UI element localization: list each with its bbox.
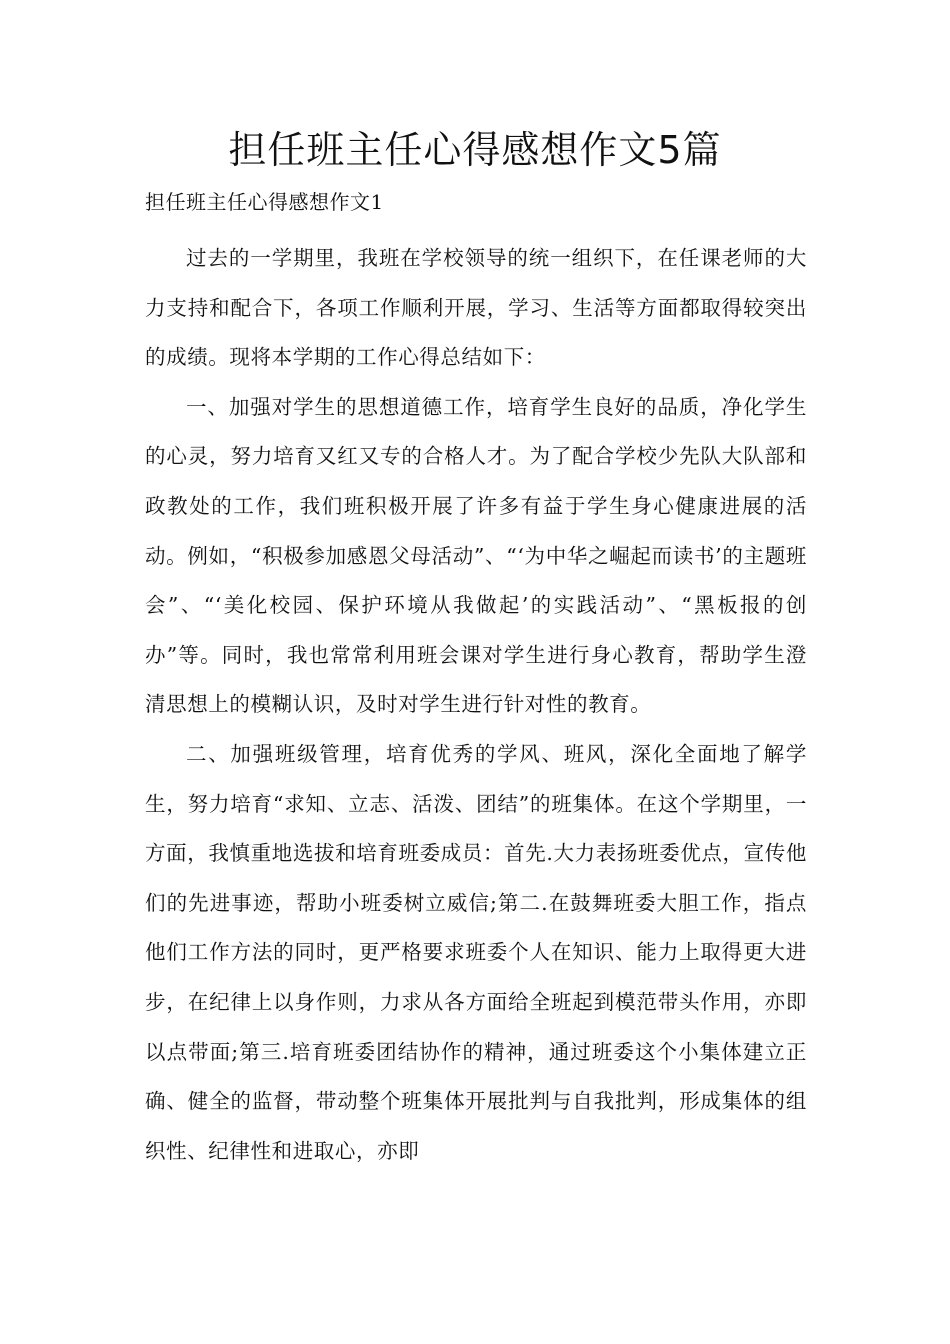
document-title: 担任班主任心得感想作文5篇 bbox=[228, 128, 722, 172]
document-body bbox=[145, 234, 807, 1176]
paragraph-intro: 过去的一学期里，我班在学校领导的统一组织下，在任课老师的大力支持和配合下，各项工作顺利开展，学习、生活等方面都取得较突出的成绩。现将本学期的工作心得总结如下： bbox=[145, 246, 807, 370]
section-heading: 担任班主任心得感想作文1 bbox=[145, 190, 384, 214]
paragraph-class-management: 二、加强班级管理，培育优秀的学风、班风，深化全面地了解学生，努力培育“求知、立志、活泼、团结”的班集体。在这个学期里，一方面，我慎重地选拔和培育班委成员：首先.大力表扬班委优点，宣传他们的先进事迹，帮助小班委树立威信;第二.在鼓舞班委大胆工作，指点他们工作方法的同时，更严格要求班委个人在知识、能力上取得更大进步，在纪律上以身作则，力求从各方面给全班起到模范带头作用，亦即以点带面;第三.培育班委团结协作的精神，通过班委这个小集体建立正确、健全的监督，带动整个班集体开展批判与自我批判，形成集体的组织性、纪律性和进取心，亦即 bbox=[145, 741, 807, 1163]
paragraph-moral-education: 一、加强对学生的思想道德工作，培育学生良好的品质，净化学生的心灵，努力培育又红又专的合格人才。为了配合学校少先队大队部和政教处的工作，我们班积极开展了许多有益于学生身心健康进展的活动。例如，“积极参加感恩父母活动”、“‘为中华之崛起而读书’的主题班会”、“‘美化校园、保护环境从我做起’的实践活动”、“黑板报的创办”等。同时，我也常常利用班会课对学生进行身心教育，帮助学生澄清思想上的模糊认识，及时对学生进行针对性的教育。 bbox=[145, 394, 807, 717]
